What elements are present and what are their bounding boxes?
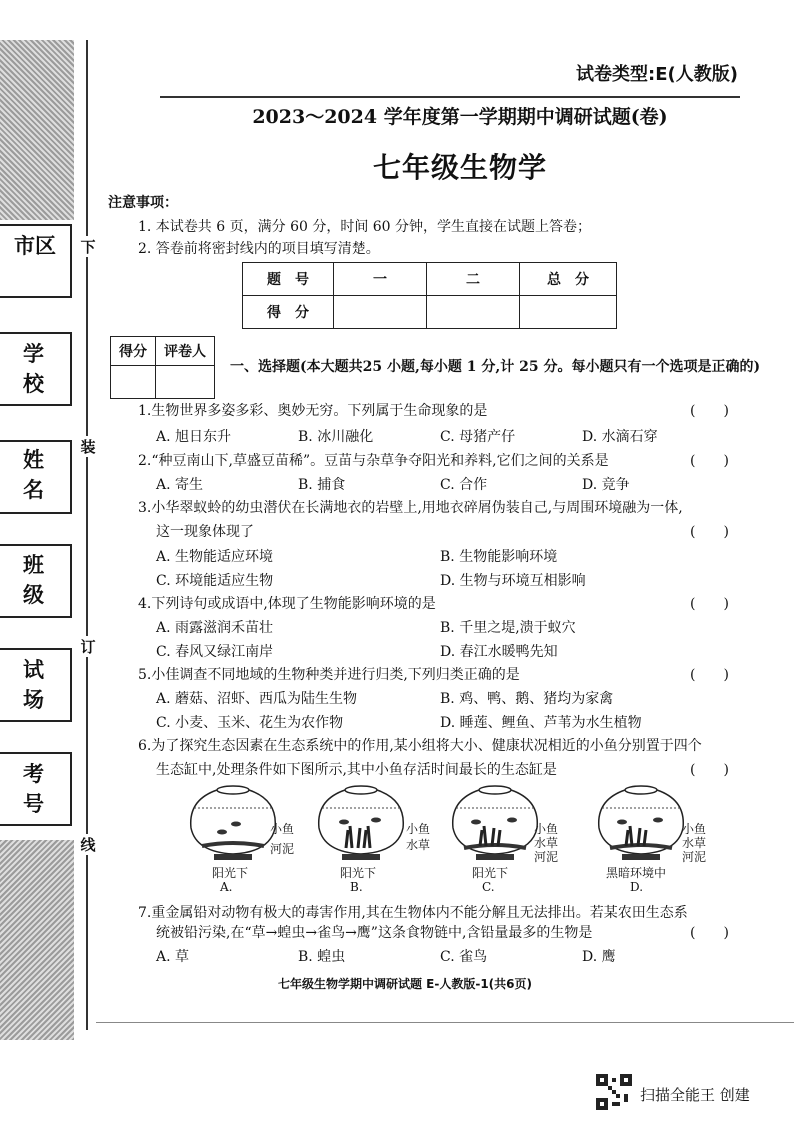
- question-1-number: 1.: [138, 403, 152, 419]
- question-1-answer[interactable]: ( ): [690, 403, 729, 419]
- question-6-stem: 为了探究生态因素在生态系统中的作用,某小组将大小、健康状况相近的小鱼分别置于四个: [151, 738, 702, 754]
- year-title: 2023～2024 学年度第一学期期中调研试题(卷): [252, 106, 668, 128]
- question-7-number: 7.: [138, 905, 152, 921]
- grader-person-label: 评卷人: [156, 337, 215, 366]
- tank-b: [316, 784, 452, 896]
- q2-option-a: A. 寄生: [156, 477, 204, 493]
- grader-score-label: 得分: [111, 337, 156, 366]
- paper-type: 试卷类型:E(人教版): [576, 64, 738, 85]
- notice-item-2: 2. 答卷前将密封线内的项目填写清楚。: [138, 241, 380, 257]
- binding-line: [86, 40, 88, 1030]
- stub-pattern-top: [0, 40, 74, 220]
- score-header-one: 一: [334, 263, 427, 296]
- subject-title: 七年级生物学: [372, 151, 547, 184]
- header-divider: [160, 96, 740, 98]
- score-cell-total[interactable]: [520, 296, 617, 329]
- q4-option-a: A. 雨露滋润禾苗壮: [156, 620, 274, 636]
- tank-c-condition: 阳光下: [472, 866, 509, 880]
- q1-option-d: D. 水滴石穿: [582, 429, 658, 445]
- q4-option-d: D. 春江水暖鸭先知: [440, 644, 558, 660]
- binding-char-zhuang: 装: [80, 438, 96, 456]
- stub-pattern-bottom: [0, 840, 74, 1040]
- q3-option-c: C. 环境能适应生物: [156, 573, 274, 589]
- question-7: [138, 902, 688, 922]
- question-1-stem: 生物世界多姿多彩、奥妙无穷。下列属于生命现象的是: [151, 403, 488, 419]
- section-title: 一、选择题(本大题共25 小题,每小题 1 分,计 25 分。每小题只有一个选项是正确的): [230, 359, 761, 375]
- tank-c-letter: C.: [482, 880, 495, 894]
- tank-a-label-fish: 小鱼: [270, 822, 295, 836]
- tank-d-drawing: [596, 784, 686, 862]
- question-5: [138, 664, 520, 684]
- score-row-label: 得 分: [243, 296, 334, 329]
- grader-person-cell[interactable]: [156, 366, 215, 399]
- q7-option-b: B. 蝗虫: [298, 949, 346, 965]
- tank-d-label-mud: 河泥: [682, 850, 707, 864]
- stub-label-exam-room: 试场: [23, 657, 56, 712]
- q5-option-c: C. 小麦、玉米、花生为农作物: [156, 715, 344, 731]
- question-6: [138, 735, 702, 755]
- score-cell-two[interactable]: [427, 296, 520, 329]
- q7-option-a: A. 草: [156, 949, 190, 965]
- stub-label-exam-number: 考号: [23, 761, 56, 816]
- tank-c-label-fish: 小鱼: [534, 822, 559, 836]
- tank-c-drawing: [450, 784, 540, 862]
- stub-label-class: 班级: [23, 552, 56, 607]
- qr-code-icon: [596, 1074, 632, 1110]
- tank-c: [450, 784, 590, 896]
- question-3-stem: 小华翠蚁蛉的幼虫潜伏在长满地衣的岩壁上,用地衣碎屑伪装自己,与周围环境融为一体,: [151, 500, 683, 516]
- grader-table: [110, 336, 215, 399]
- q1-option-c: C. 母猪产仔: [440, 429, 516, 445]
- question-5-stem: 小佳调查不同地域的生物种类并进行归类,下列归类正确的是: [151, 667, 520, 683]
- q2-option-d: D. 竞争: [582, 477, 630, 493]
- score-header-number: 题 号: [243, 263, 334, 296]
- q5-option-a: A. 蘑菇、沼虾、西瓜为陆生生物: [156, 691, 358, 707]
- tank-figure: [186, 784, 726, 896]
- question-4-number: 4.: [138, 596, 152, 612]
- page-footer: 七年级生物学期中调研试题 E-人教版-1(共6页): [278, 977, 533, 991]
- tank-d-label-fish: 小鱼: [682, 822, 707, 836]
- q7-option-d: D. 鹰: [582, 949, 616, 965]
- question-7-stem: 重金属铅对动物有极大的毒害作用,其在生物体内不能分解且无法排出。若某农田生态系: [151, 905, 688, 921]
- binding-char-xian: 线: [80, 836, 96, 854]
- tank-d-letter: D.: [630, 880, 644, 894]
- tank-d: [596, 784, 726, 896]
- tank-a-drawing: [188, 784, 278, 862]
- question-6-stem-cont: 生态缸中,处理条件如下图所示,其中小鱼存活时间最长的生态缸是: [156, 762, 557, 778]
- tank-c-label-mud: 河泥: [534, 850, 559, 864]
- q2-option-c: C. 合作: [440, 477, 488, 493]
- tank-c-label-grass: 水草: [534, 836, 559, 850]
- q3-option-a: A. 生物能适应环境: [156, 549, 274, 565]
- question-7-stem-cont: 统被铅污染,在“草→蝗虫→雀鸟→鹰”这条食物链中,含铅量最多的生物是: [156, 925, 593, 941]
- q4-option-b: B. 千里之堤,溃于蚁穴: [440, 620, 576, 636]
- q5-option-d: D. 睡莲、鲤鱼、芦苇为水生植物: [440, 715, 642, 731]
- q7-option-c: C. 雀鸟: [440, 949, 488, 965]
- q3-option-d: D. 生物与环境互相影响: [440, 573, 586, 589]
- scanner-watermark: 扫描全能王 创建: [640, 1086, 750, 1104]
- tank-b-letter: B.: [350, 880, 363, 894]
- tank-a: [186, 784, 316, 896]
- question-4-stem: 下列诗句或成语中,体现了生物能影响环境的是: [151, 596, 436, 612]
- tank-b-drawing: [316, 784, 406, 862]
- question-3-stem-cont: 这一现象体现了: [156, 524, 254, 540]
- question-3-number: 3.: [138, 500, 152, 516]
- question-1: [138, 400, 487, 420]
- question-6-answer[interactable]: ( ): [690, 762, 729, 778]
- tank-a-letter: A.: [220, 880, 233, 894]
- tank-b-label-fish: 小鱼: [406, 822, 431, 836]
- question-2-stem: “种豆南山下,草盛豆苗稀”。豆苗与杂草争夺阳光和养料,它们之间的关系是: [151, 453, 609, 469]
- question-5-answer[interactable]: ( ): [690, 667, 729, 683]
- stub-label-name: 姓名: [23, 447, 56, 502]
- question-3-answer[interactable]: ( ): [690, 524, 729, 540]
- question-2-number: 2.: [138, 453, 152, 469]
- tank-a-condition: 阳光下: [212, 866, 249, 880]
- score-header-total: 总 分: [520, 263, 617, 296]
- notice-heading: 注意事项：: [108, 195, 178, 211]
- q4-option-c: C. 春风又绿江南岸: [156, 644, 274, 660]
- tank-b-condition: 阳光下: [340, 866, 377, 880]
- tank-d-condition: 黑暗环境中: [606, 866, 667, 880]
- question-6-number: 6.: [138, 738, 152, 754]
- stub-label-school: 学校: [23, 341, 56, 396]
- q3-option-b: B. 生物能影响环境: [440, 549, 558, 565]
- question-2: [138, 450, 609, 470]
- q2-option-b: B. 捕食: [298, 477, 346, 493]
- question-4: [138, 593, 436, 613]
- score-header-two: 二: [427, 263, 520, 296]
- notice-item-1: 1. 本试卷共 6 页，满分 60 分，时间 60 分钟，学生直接在试题上答卷；: [138, 219, 592, 235]
- stub-label-district: 市区: [14, 233, 56, 258]
- question-5-number: 5.: [138, 667, 152, 683]
- q5-option-b: B. 鸡、鸭、鹅、猪均为家禽: [440, 691, 614, 707]
- grader-score-cell[interactable]: [111, 366, 156, 399]
- q1-option-b: B. 冰川融化: [298, 429, 374, 445]
- binding-char-down: 下: [80, 238, 96, 256]
- tank-d-label-grass: 水草: [682, 836, 707, 850]
- question-7-answer[interactable]: ( ): [690, 925, 729, 941]
- binding-char-ding: 订: [80, 638, 96, 656]
- question-3: [138, 497, 683, 517]
- question-2-answer[interactable]: ( ): [690, 453, 729, 469]
- score-table: [242, 262, 617, 329]
- question-4-answer[interactable]: ( ): [690, 596, 729, 612]
- score-cell-one[interactable]: [334, 296, 427, 329]
- tank-b-label-grass: 水草: [406, 838, 431, 852]
- q1-option-a: A. 旭日东升: [156, 429, 232, 445]
- footer-divider: [96, 1022, 794, 1023]
- tank-a-label-mud: 河泥: [270, 842, 295, 856]
